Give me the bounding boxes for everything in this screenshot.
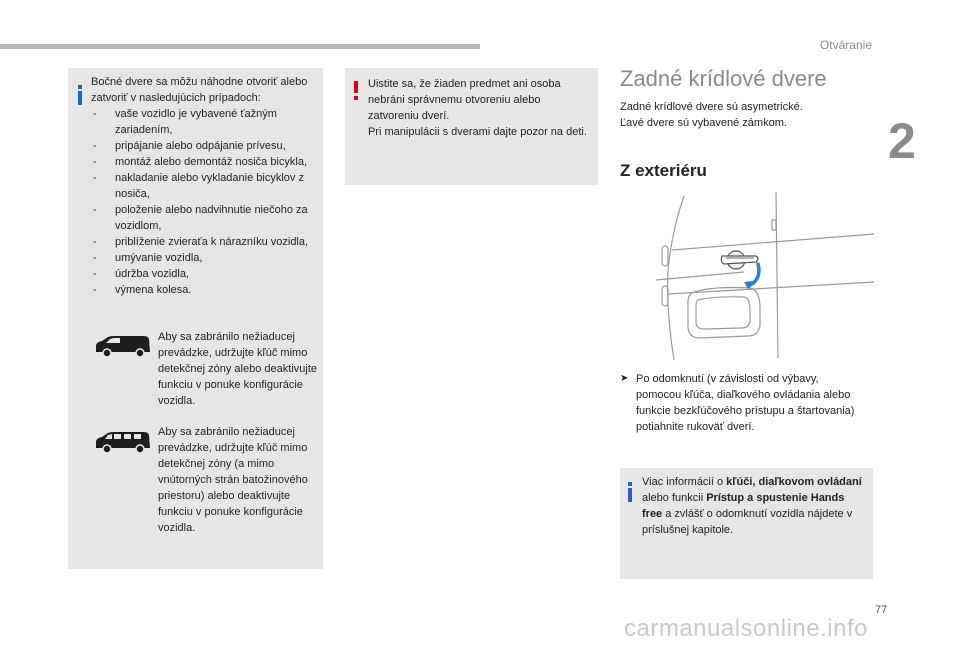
info-icon-bar (78, 91, 82, 105)
sliding-door-intro: Bočné dvere sa môžu náhodne otvoriť alebo zatvoriť v nasledujúcich prípadoch: (91, 76, 308, 104)
step-row (620, 371, 860, 435)
info-link-key: kľúči, diaľkovom ovládaní (726, 476, 862, 488)
subsection-title: Z exteriéru (620, 161, 707, 180)
page-number: 77 (875, 604, 888, 616)
van-note: Aby sa zabránilo nežiaducej prevádzke, udržujte kľúč mimo detekčnej zóny alebo deaktivujte funkciu v ponuke konfigurácie vozidla. (158, 331, 317, 407)
list-item: - vaše vozidlo je vybavené ťažným zariadením, (91, 106, 321, 138)
info-icon (628, 482, 632, 486)
van-icon (94, 334, 152, 358)
intro-line-2: Ľavé dvere sú vybavené zámkom. (620, 117, 787, 129)
list-item: - údržba vozidla, (91, 266, 321, 282)
section-title: Zadné krídlové dvere (620, 66, 827, 91)
list-item: - umývanie vozidla, (91, 250, 321, 266)
info-text (642, 474, 864, 538)
warning-line-1: Uistite sa, že žiaden predmet ani osoba nebráni správnemu otvoreniu alebo zatvoreniu dverí. (368, 78, 561, 122)
info-icon-bar (628, 488, 632, 502)
info-icon (78, 85, 82, 89)
step-arrow-icon: ➤ (620, 373, 629, 384)
list-item: - pripájanie alebo odpájanie prívesu, (91, 138, 321, 154)
sliding-door-text (91, 74, 321, 298)
list-item: - výmena kolesa. (91, 282, 321, 298)
info-text-3: a zvlášť o odomknutí vozidla nájdete v príslušnej kapitole. (642, 508, 853, 536)
warning-icon-dot (354, 96, 358, 100)
minibus-icon (94, 430, 152, 454)
minibus-note: Aby sa zabránilo nežiaducej prevádzke, udržujte kľúč mimo detekčnej zóny (a mimo vnútorných strán batožinového priestoru) alebo deaktivujte funkciu v ponuke konfigurácie vozidla. (158, 426, 308, 534)
section-intro (620, 99, 860, 131)
rear-door-handle-illustration (654, 190, 876, 362)
watermark: carmanualsonline.info (624, 615, 868, 642)
info-link-handsfree: Prístup a spustenie Hands free (642, 492, 845, 520)
warning-line-2: Pri manipulácii s dverami dajte pozor na deti. (368, 126, 587, 138)
cases-list (91, 106, 321, 298)
info-text-1: Viac informácií o (642, 476, 727, 488)
warning-icon (354, 81, 358, 93)
list-item: - položenie alebo nadvihnutie niečoho za vozidlom, (91, 202, 321, 234)
list-item: - montáž alebo demontáž nosiča bicykla, (91, 154, 321, 170)
header-rule (0, 44, 480, 49)
warning-text (368, 76, 588, 140)
list-item: - priblíženie zvieraťa k nárazníku vozidla, (91, 234, 321, 250)
intro-line-1: Zadné krídlové dvere sú asymetrické. (620, 101, 803, 113)
step-text: Po odomknutí (v závislosti od výbavy, pomocou kľúča, diaľkového ovládania alebo funkcie bezkľúčového prístupu a štartovania) potiahnite rukoväť dverí. (636, 373, 855, 433)
chapter-number: 2 (888, 113, 916, 169)
list-item: - nakladanie alebo vykladanie bicyklov z nosiča, (91, 170, 321, 202)
chapter-title: Otváranie (819, 38, 872, 52)
info-text-2: alebo funkcii (642, 492, 707, 504)
